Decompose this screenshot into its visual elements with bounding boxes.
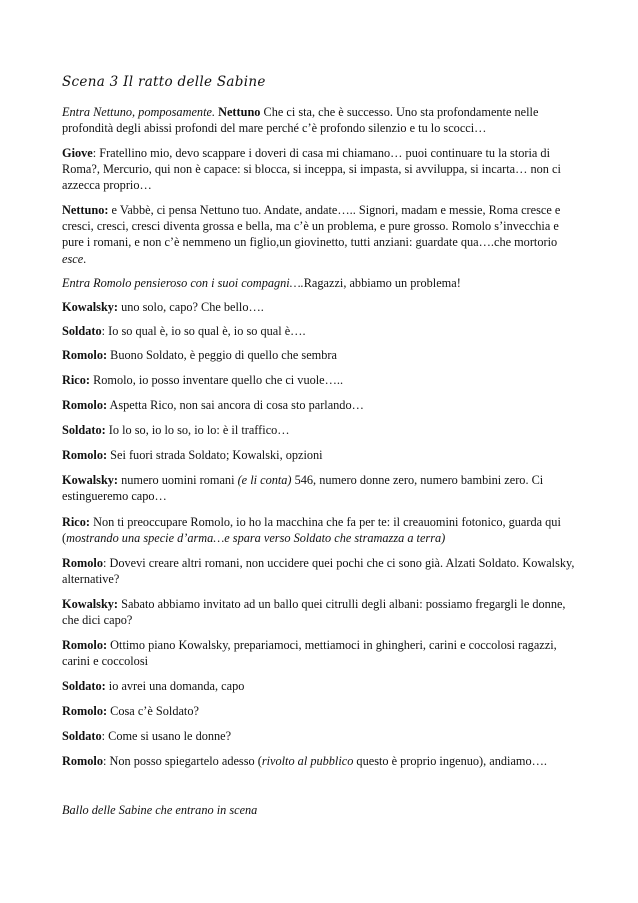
speaker-name: Nettuno — [218, 105, 261, 119]
dialogue-line — [62, 596, 580, 628]
paragraph-nettuno-narration: Nettuno: e Vabbè, ci pensa Nettuno tuo. Andate, andate….. Signori, madam e messie, Roma cresce e cresci, cresci, cresci diventa grossa e bella, ma c’è un problema, e pure grosso. Romolo s’invecchia e pure i romani, e non c’è nemmeno un figlio,un giovinetto, tutti anziani: guardate qua….che mortorio esce. — [62, 203, 561, 266]
dialogue-line — [62, 372, 580, 388]
dialogue-line — [62, 555, 580, 587]
speaker-name: Romolo: — [62, 348, 108, 362]
dialogue-text: : Non posso spiegartelo adesso ( — [103, 754, 262, 768]
speaker-name: Rico: — [62, 373, 90, 387]
paragraph-nettuno-entrance — [62, 104, 580, 136]
dialogue-line — [62, 703, 580, 719]
speaker-name: Soldato: — [62, 679, 106, 693]
dialogue-line — [62, 514, 580, 546]
dialogue-text: numero uomini romani — [118, 473, 238, 487]
speaker-name: Romolo — [62, 754, 103, 768]
speaker-name: Nettuno: — [62, 203, 109, 217]
dialogue-line — [62, 422, 580, 438]
dialogue-line — [62, 299, 580, 315]
dialogue-text: uno solo, capo? Che bello…. — [118, 300, 264, 314]
speaker-name: Soldato — [62, 729, 102, 743]
dialogue-line — [62, 753, 580, 769]
dialogue-line — [62, 637, 580, 669]
dialogue-line — [62, 447, 580, 463]
speaker-name: Romolo: — [62, 398, 108, 412]
dialogue-line — [62, 678, 580, 694]
dialogue-line — [62, 397, 580, 413]
stage-direction: Ballo delle Sabine che entrano in scena — [62, 803, 258, 817]
dialogue-text: e Vabbè, ci pensa Nettuno tuo. Andate, andate….. Signori, madam e messie, Roma cresce e cresci, cresci, cresci diventa grossa e bella, ma c’è un problema, e pure grosso. Romolo s’invecchia e pure i romani, e non c’è nemmeno un figlio,un giovinetto, tutti anziani: guardate qua….che mortorio — [62, 203, 561, 250]
dialogue-text: io avrei una domanda, capo — [105, 679, 245, 693]
speaker-name: Romolo — [62, 556, 103, 570]
dialogue-text: Sabato abbiamo invitato ad un ballo quei citrulli degli albani: possiamo fregargli le donne, che dici capo? — [62, 597, 566, 628]
dialogue-text: Sei fuori strada Soldato; Kowalski, opzioni — [107, 448, 323, 462]
dialogue-text: Buono Soldato, è peggio di quello che sembra — [107, 348, 337, 362]
dialogue-text: Non ti preoccupare Romolo, io ho la macchina che fa per te: il creauomini fotonico, guarda qui ( — [62, 515, 561, 546]
stage-direction: Entra Romolo pensieroso con i suoi compagni…. — [62, 276, 304, 290]
speaker-name: Soldato — [62, 324, 102, 338]
dialogue-text: Ragazzi, abbiamo un problema! — [303, 276, 461, 290]
stage-direction: mostrando una specie d’arma…e spara verso Soldato che stramazza a terra) — [66, 531, 446, 546]
dialogue-text: Aspetta Rico, non sai ancora di cosa sto parlando… — [107, 398, 364, 412]
speaker-name: Kowalsky: — [62, 473, 119, 487]
speaker-name: Romolo: — [62, 704, 108, 718]
dialogue-text: : Dovevi creare altri romani, non uccidere quei pochi che ci sono già. Alzati Soldato. Kowalsky, alternative? — [62, 556, 575, 587]
speaker-name: Soldato: — [62, 423, 106, 437]
dialogue-text: : Come si usano le donne? — [101, 729, 232, 743]
dialogue-text: Romolo, io posso inventare quello che ci vuole….. — [90, 373, 344, 387]
dialogue-text: Io lo so, io lo so, io lo: è il traffico… — [105, 423, 290, 437]
dialogue-line — [62, 728, 580, 744]
dialogue-line — [62, 347, 580, 363]
dialogue-text: Cosa c’è Soldato? — [107, 704, 199, 718]
dialogue-line — [62, 472, 580, 504]
dialogue-text: 546, numero donne zero, numero bambini zero. Ci estingueremo capo… — [62, 473, 544, 504]
dialogue-text: Che ci sta, che è successo. Uno sta profondamente nelle profondità degli abissi profondi del mare perché c’è profondo silenzio e tu lo scocci… — [62, 105, 539, 136]
dialogue-text: Ottimo piano Kowalsky, prepariamoci, mettiamoci in ghingheri, carini e coccolosi ragazzi, carini e coccolosi — [62, 638, 557, 669]
stage-direction: (e li conta) — [237, 473, 292, 487]
speaker-name: Kowalsky: — [62, 597, 119, 611]
stage-direction: Entra Nettuno, pomposamente. — [62, 105, 216, 119]
stage-direction: rivolto al pubblico — [261, 754, 354, 768]
dialogue-text: questo è proprio ingenuo), andiamo…. — [353, 754, 547, 768]
speaker-name: Rico: — [62, 515, 90, 529]
speaker-name: Romolo: — [62, 448, 108, 462]
paragraph-giove — [62, 145, 580, 194]
stage-direction: esce — [62, 251, 84, 266]
paragraph-romolo-entrance — [62, 275, 580, 291]
scene-title: Scena 3 Il ratto delle Sabine — [62, 74, 266, 90]
dialogue-text: : Fratellino mio, devo scappare i doveri di casa mi chiamano… puoi continuare tu la storia di Roma?, Mercurio, qui non è capace: si blocca, si inceppa, si impasta, si avviluppa, si incarta… non ci azzecca proprio… — [62, 146, 561, 193]
dialogue-line — [62, 323, 580, 339]
closing-stage-direction — [62, 802, 580, 818]
dialogue-text: : Io so qual è, io so qual è, io so qual è…. — [101, 324, 306, 338]
speaker-name: Kowalsky: — [62, 300, 119, 314]
speaker-name: Giove — [62, 146, 93, 160]
speaker-name: Romolo: — [62, 638, 108, 652]
